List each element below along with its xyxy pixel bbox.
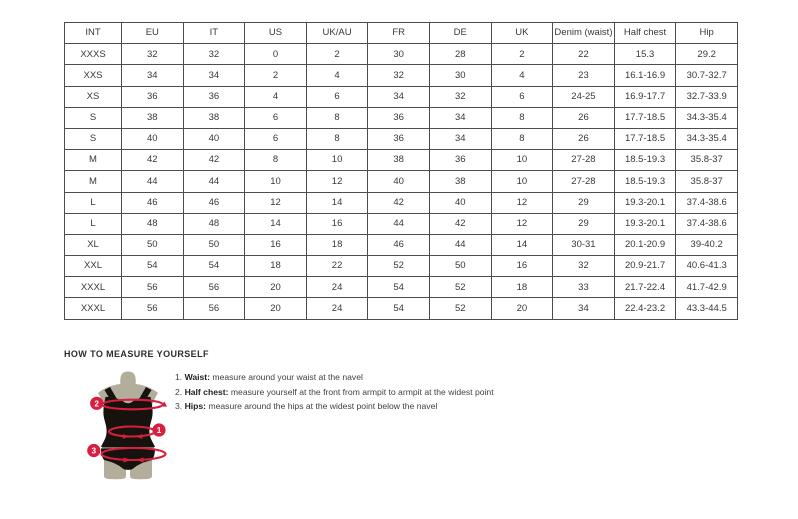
table-cell: 17.7-18.5 [614,107,676,128]
table-cell: 4 [491,65,553,86]
table-cell: 24-25 [553,86,615,107]
table-cell: XXL [65,256,122,277]
table-cell: L [65,213,122,234]
table-cell: 22 [553,44,615,65]
waist-badge [152,423,165,436]
table-row [65,150,738,171]
table-cell: 52 [368,256,430,277]
size-table-body [65,44,738,319]
size-table-head [65,23,738,44]
table-cell: 24 [306,277,368,298]
table-cell: 44 [429,234,491,255]
measure-step-waist [175,372,605,387]
table-cell: 34 [183,65,245,86]
table-cell: 52 [429,298,491,319]
table-cell: 34.3-35.4 [676,128,738,149]
table-cell: XXS [65,65,122,86]
column-header: Hip [676,23,738,44]
table-row [65,171,738,192]
table-cell: 2 [306,44,368,65]
column-header: Half chest [614,23,676,44]
table-cell: 29 [553,213,615,234]
table-cell: M [65,150,122,171]
table-cell: 40.6-41.3 [676,256,738,277]
table-cell: 40 [122,128,184,149]
table-cell: 17.7-18.5 [614,128,676,149]
table-cell: 44 [122,171,184,192]
column-header: UK/AU [306,23,368,44]
table-row [65,128,738,149]
step-text: measure around the hips at the widest point below the navel [208,401,438,412]
table-cell: 16.9-17.7 [614,86,676,107]
step-text: measure around your waist at the navel [212,372,363,382]
table-cell: 6 [491,86,553,107]
table-cell: 16.1-16.9 [614,65,676,86]
step-number: 2. [175,386,183,397]
table-cell: 27-28 [553,150,615,171]
hips-badge-number: 3 [91,446,97,456]
table-cell: L [65,192,122,213]
table-cell: 18 [306,234,368,255]
table-cell: 36 [368,128,430,149]
hips-badge [87,444,100,457]
table-row [65,234,738,255]
table-row [65,298,738,319]
table-cell: 12 [491,213,553,234]
table-cell: 56 [183,298,245,319]
table-cell: 54 [183,256,245,277]
size-conversion-table [64,22,738,320]
table-cell: 22 [306,256,368,277]
table-cell: 44 [183,171,245,192]
column-header: DE [429,23,491,44]
step-label: Hips: [184,401,207,412]
table-cell: 46 [183,192,245,213]
table-cell: 40 [183,128,245,149]
table-cell: 14 [245,213,307,234]
table-cell: 42 [368,192,430,213]
table-cell: 29.2 [676,44,738,65]
table-row [65,256,738,277]
table-cell: XXXS [65,44,122,65]
table-cell: 44 [368,213,430,234]
table-cell: 30 [368,44,430,65]
chest-badge [90,397,103,410]
table-cell: 8 [245,150,307,171]
table-cell: 32 [553,256,615,277]
table-row [65,192,738,213]
measure-step-half-chest [175,387,605,402]
table-row [65,65,738,86]
column-header: EU [122,23,184,44]
table-cell: 2 [245,65,307,86]
table-cell: 32 [368,65,430,86]
table-cell: 16 [491,256,553,277]
table-cell: 42 [429,213,491,234]
table-cell: 8 [491,107,553,128]
table-cell: 56 [122,298,184,319]
table-cell: XXXL [65,298,122,319]
column-header: FR [368,23,430,44]
table-cell: 54 [368,298,430,319]
table-cell: 20 [245,298,307,319]
table-row [65,277,738,298]
table-cell: 20.1-20.9 [614,234,676,255]
measure-section-title: HOW TO MEASURE YOURSELF [64,349,209,359]
table-cell: 6 [306,86,368,107]
table-cell: 14 [306,192,368,213]
step-text: measure yourself at the front from armpit to armpit at the widest point [230,386,494,397]
table-cell: S [65,107,122,128]
table-cell: 10 [491,150,553,171]
step-label: Waist: [184,372,211,382]
table-cell: 23 [553,65,615,86]
table-cell: 12 [306,171,368,192]
measure-steps-list [175,372,605,416]
table-cell: 38 [122,107,184,128]
table-cell: 43.3-44.5 [676,298,738,319]
table-cell: 6 [245,128,307,149]
table-cell: 22.4-23.2 [614,298,676,319]
table-cell: 8 [306,128,368,149]
table-cell: 56 [183,277,245,298]
measure-step-hips [175,401,605,416]
table-cell: 15.3 [614,44,676,65]
table-cell: 30 [429,65,491,86]
table-cell: 10 [491,171,553,192]
table-cell: 35.8-37 [676,150,738,171]
table-cell: 39-40.2 [676,234,738,255]
table-cell: 52 [429,277,491,298]
table-cell: 6 [245,107,307,128]
table-cell: 8 [306,107,368,128]
table-cell: 0 [245,44,307,65]
table-cell: 26 [553,107,615,128]
table-cell: S [65,128,122,149]
measurement-figure [84,370,172,482]
table-cell: 32 [122,44,184,65]
table-cell: 38 [183,107,245,128]
table-cell: 34 [368,86,430,107]
table-cell: XL [65,234,122,255]
table-cell: 21.7-22.4 [614,277,676,298]
table-cell: 16 [306,213,368,234]
column-header: INT [65,23,122,44]
table-cell: 35.8-37 [676,171,738,192]
table-cell: 46 [368,234,430,255]
table-cell: 26 [553,128,615,149]
table-cell: 34 [553,298,615,319]
table-cell: 28 [429,44,491,65]
table-cell: 54 [368,277,430,298]
table-cell: 2 [491,44,553,65]
table-cell: 48 [183,213,245,234]
table-cell: 20 [245,277,307,298]
column-header: Denim (waist) [553,23,615,44]
table-cell: 56 [122,277,184,298]
column-header: US [245,23,307,44]
table-cell: 38 [368,150,430,171]
camisole-top [101,397,155,447]
table-cell: 19.3-20.1 [614,192,676,213]
table-cell: 10 [245,171,307,192]
table-cell: 27-28 [553,171,615,192]
table-cell: 30.7-32.7 [676,65,738,86]
step-number: 1. [175,372,183,382]
table-cell: 48 [122,213,184,234]
table-cell: 16 [245,234,307,255]
table-cell: 42 [122,150,184,171]
table-cell: 50 [183,234,245,255]
table-cell: XS [65,86,122,107]
table-cell: 33 [553,277,615,298]
table-cell: 34 [429,128,491,149]
table-cell: 37.4-38.6 [676,213,738,234]
table-cell: M [65,171,122,192]
table-row [65,44,738,65]
table-cell: 50 [429,256,491,277]
table-row [65,107,738,128]
table-cell: 18 [491,277,553,298]
step-number: 3. [175,401,183,412]
table-cell: 4 [245,86,307,107]
table-cell: 40 [368,171,430,192]
table-cell: 36 [122,86,184,107]
table-row [65,86,738,107]
table-cell: 18.5-19.3 [614,171,676,192]
table-cell: 41.7-42.9 [676,277,738,298]
column-header: IT [183,23,245,44]
table-cell: 40 [429,192,491,213]
size-table-head-row [65,23,738,44]
table-cell: XXXL [65,277,122,298]
table-cell: 10 [306,150,368,171]
table-cell: 36 [368,107,430,128]
table-cell: 37.4-38.6 [676,192,738,213]
table-cell: 42 [183,150,245,171]
chest-badge-number: 2 [94,399,99,409]
table-cell: 32 [429,86,491,107]
table-cell: 32 [183,44,245,65]
table-cell: 46 [122,192,184,213]
table-cell: 8 [491,128,553,149]
table-cell: 34.3-35.4 [676,107,738,128]
table-cell: 24 [306,298,368,319]
step-label: Half chest: [184,386,229,397]
table-cell: 4 [306,65,368,86]
table-cell: 32.7-33.9 [676,86,738,107]
table-cell: 20 [491,298,553,319]
table-cell: 29 [553,192,615,213]
table-cell: 38 [429,171,491,192]
table-cell: 20.9-21.7 [614,256,676,277]
table-cell: 14 [491,234,553,255]
table-cell: 54 [122,256,184,277]
table-cell: 12 [245,192,307,213]
table-cell: 50 [122,234,184,255]
table-cell: 18.5-19.3 [614,150,676,171]
table-cell: 36 [183,86,245,107]
table-cell: 18 [245,256,307,277]
waist-badge-number: 1 [156,426,162,435]
table-row [65,213,738,234]
mannequin-illustration [84,370,172,482]
table-cell: 19.3-20.1 [614,213,676,234]
table-cell: 12 [491,192,553,213]
table-cell: 36 [429,150,491,171]
table-cell: 34 [122,65,184,86]
table-cell: 34 [429,107,491,128]
table-cell: 30-31 [553,234,615,255]
column-header: UK [491,23,553,44]
